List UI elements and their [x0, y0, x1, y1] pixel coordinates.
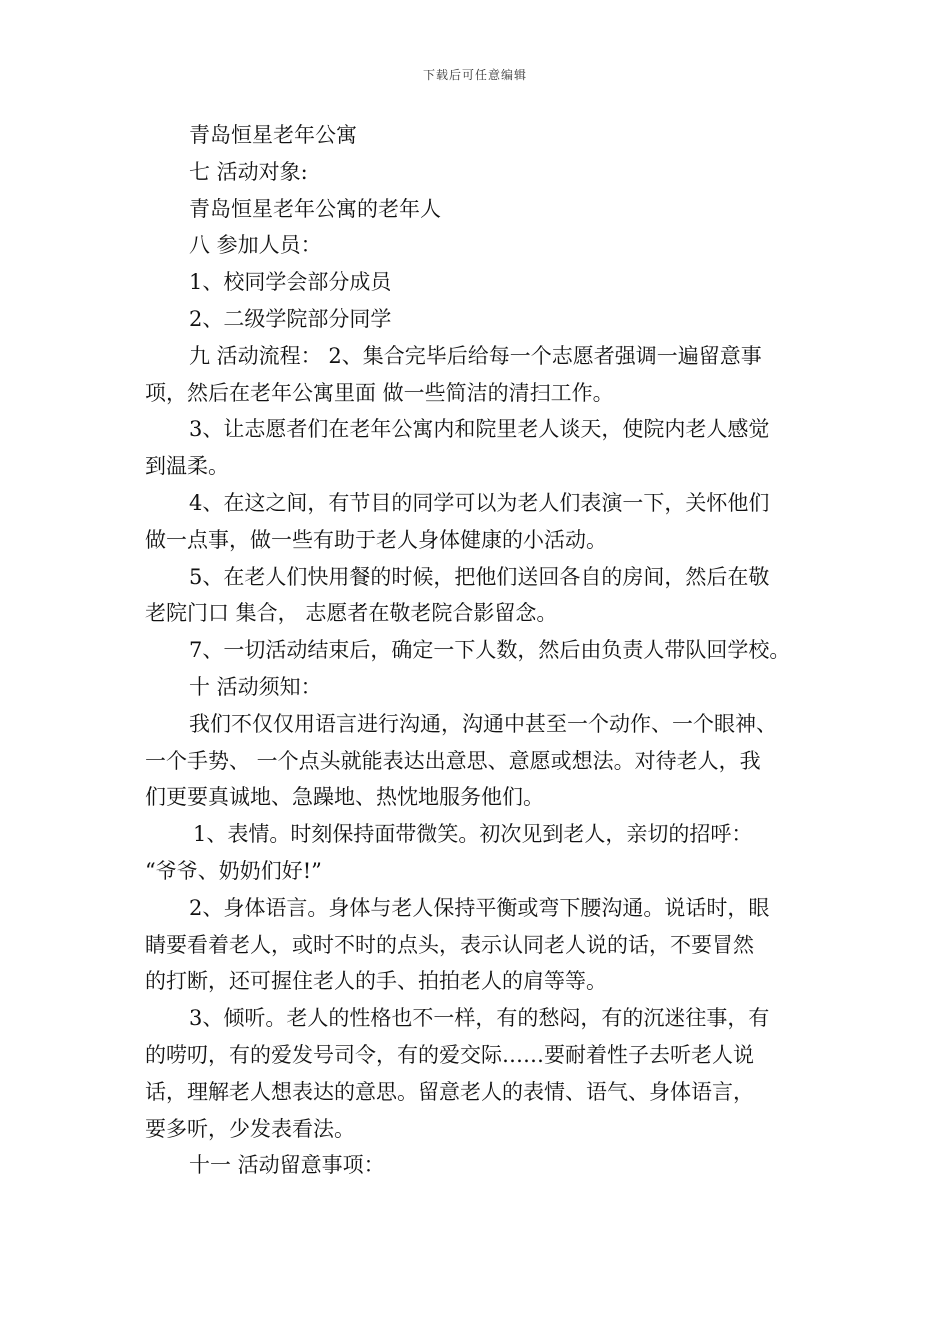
text-line: 青岛恒星老年公寓的老年人 [189, 196, 441, 221]
text-line: “爷爷、奶奶们好!” [145, 858, 322, 883]
page-header-note: 下载后可任意编辑 [422, 68, 527, 82]
text-line: 青岛恒星老年公寓 [189, 123, 357, 147]
text-line: 做一点事，做一些有助于老人身体健康的小活动。 [145, 527, 607, 552]
list-item: 1、校同学会部分成员 [189, 270, 392, 295]
text-line: 老院门口 集合， 志愿者在敬老院合影留念。 [145, 601, 558, 626]
list-item: 4、在这之间，有节目的同学可以为老人们表演一下，关怀他们 [189, 490, 770, 515]
section-heading: 八 参加人员： [189, 233, 322, 258]
list-item: 2、二级学院部分同学 [189, 306, 392, 331]
list-item: 2、身体语言。身体与老人保持平衡或弯下腰沟通。说话时，眼 [189, 895, 770, 920]
list-item: 3、倾听。老人的性格也不一样，有的愁闷，有的沉迷往事，有 [189, 1006, 770, 1031]
section-heading: 十 活动须知： [189, 674, 322, 699]
text-line: 睛要看着老人，或时不时的点头，表示认同老人说的话，不要冒然 [145, 932, 754, 957]
section-heading: 七 活动对象: [189, 159, 308, 184]
paragraph-line: 一个手势、 一个点头就能表达出意思、意愿或想法。对待老人，我 [145, 748, 761, 773]
text-line: 的打断，还可握住老人的手、拍拍老人的肩等等。 [145, 969, 607, 994]
list-item: 7、一切活动结束后，确定一下人数，然后由负责人带队回学校。 [189, 638, 791, 663]
text-line: 的唠叨，有的爱发号司令，有的爱交际……要耐着性子去听老人说 [145, 1042, 754, 1067]
text-line: 到温柔。 [145, 454, 229, 479]
list-item: 3、让志愿者们在老年公寓内和院里老人谈天，使院内老人感觉 [189, 417, 770, 442]
section-heading: 九 活动流程： 2、集合完毕后给每一个志愿者强调一遍留意事 [189, 343, 762, 368]
list-item: 5、在老人们快用餐的时候，把他们送回各自的房间，然后在敬 [189, 564, 770, 589]
text-line: 要多听，少发表看法。 [145, 1116, 355, 1141]
document-body [145, 117, 813, 1184]
list-item: 1、表情。时刻保持面带微笑。初次见到老人，亲切的招呼： [193, 822, 753, 847]
section-heading: 十一 活动留意事项： [189, 1153, 385, 1178]
paragraph-line: 我们不仅仅用语言进行沟通，沟通中甚至一个动作、一个眼神、 [189, 711, 777, 736]
text-line: 话，理解老人想表达的意思。留意老人的表情、语气、身体语言， [145, 1079, 754, 1104]
paragraph-line: 们更要真诚地、急躁地、热忱地服务他们。 [145, 785, 544, 810]
text-line: 项，然后在老年公寓里面 做一些简洁的清扫工作。 [145, 380, 614, 405]
